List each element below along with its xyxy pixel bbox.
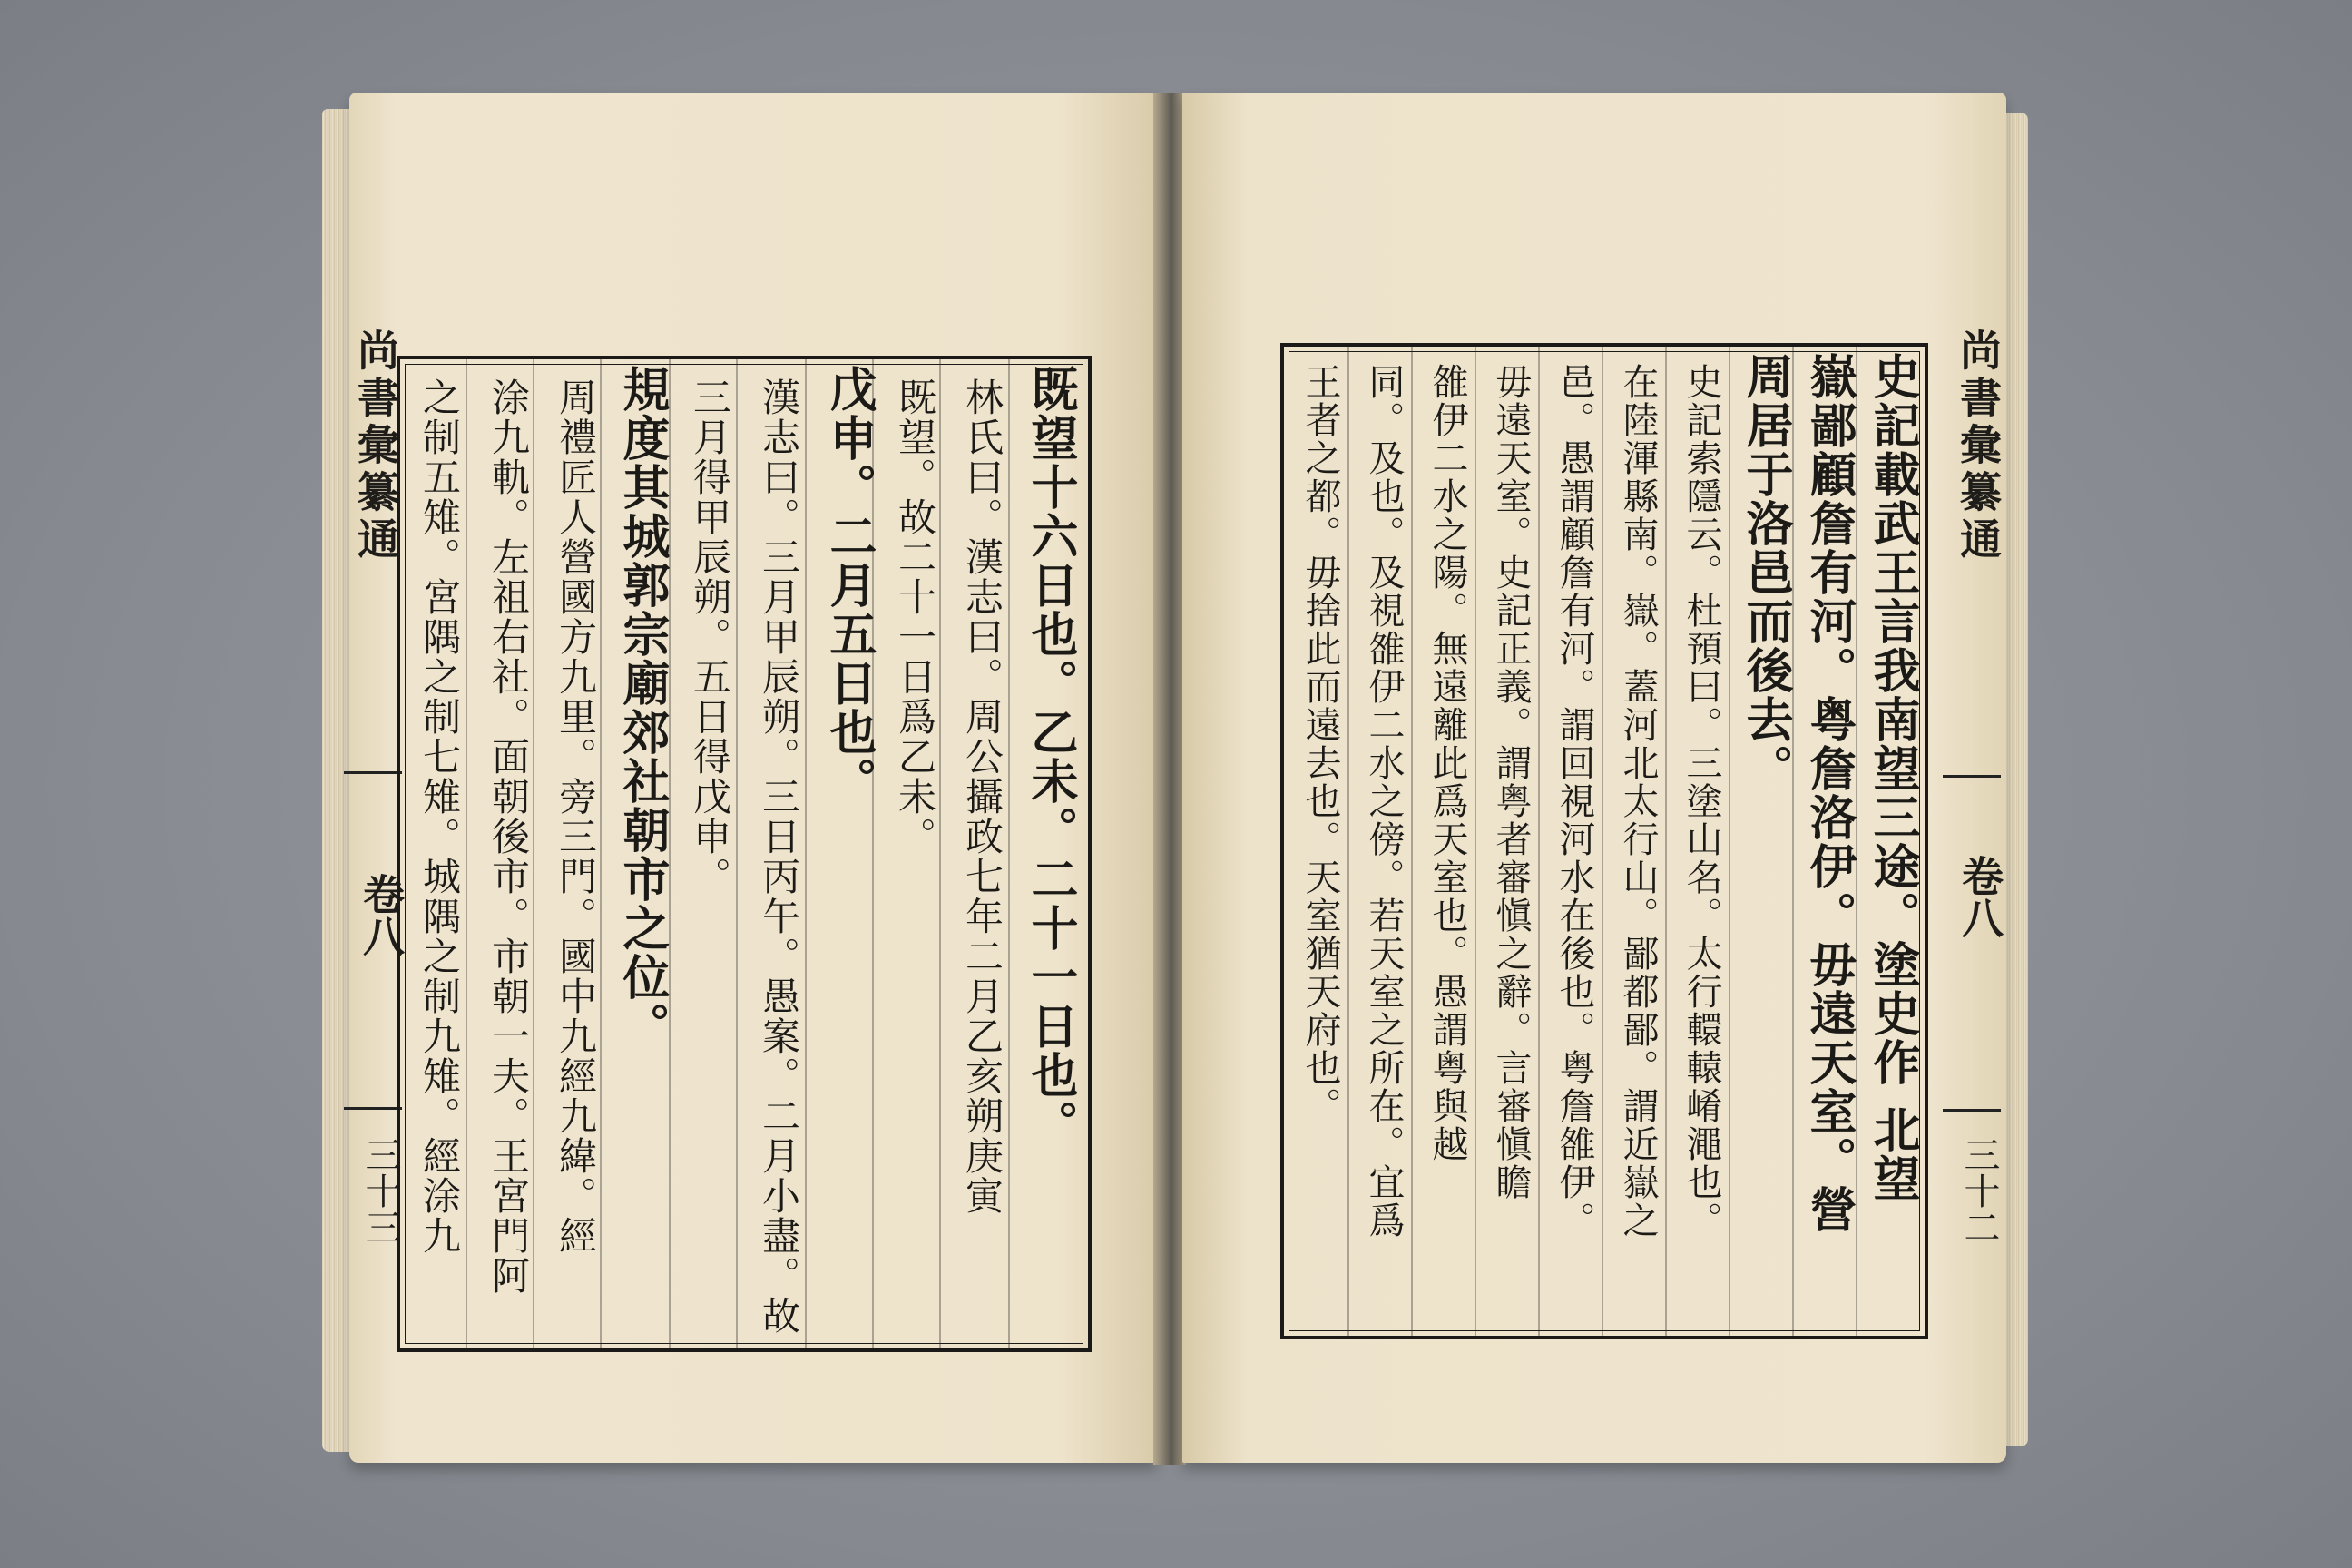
- column-rule: [1348, 347, 1349, 1336]
- column-rule: [1602, 347, 1603, 1336]
- text-column-10: 之制五雉。宮隅之制七雉。城隅之制九雉。經涂九: [417, 377, 462, 1256]
- text-column-5: 在陸渾縣南。嶽。蓋河北太行山。鄙都鄙。謂近嶽之: [1617, 363, 1659, 1240]
- column-rule: [939, 359, 941, 1348]
- right-page: [1182, 93, 2006, 1463]
- right-margin-title: 尚書彙纂通: [1954, 328, 2003, 564]
- text-column-10: 王者之都。毋捨此而遠去也。天室猶天府也。: [1299, 363, 1341, 1125]
- text-column-1: 史記載武王言我南望三途。塗史作 北望: [1865, 352, 1920, 1204]
- fishtail-mark: [1943, 1109, 2001, 1112]
- text-column-3: 既望。故二十一日爲乙未。: [893, 377, 937, 857]
- text-column-1: 既望十六日也。乙未。二十一日也。: [1023, 365, 1078, 1149]
- text-column-7: 毋遠天室。史記正義。謂粤者審愼之辭。言審愼瞻: [1490, 363, 1532, 1201]
- left-margin-title: 尚書彙纂通: [351, 328, 400, 564]
- column-rule: [1538, 347, 1540, 1336]
- right-margin-volume: 卷八: [1955, 855, 2004, 938]
- text-column-5: 漢志曰。三月甲辰朔。三日丙午。愚案。二月小盡。故: [757, 377, 801, 1336]
- text-column-9: 同。及也。及視雒伊二水之傍。若天室之所在。宜爲: [1363, 363, 1405, 1240]
- column-rule: [736, 359, 738, 1348]
- text-column-8: 雒伊二水之陽。無遠離此爲天室也。愚謂粤與越: [1426, 363, 1468, 1163]
- text-column-6: 邑。愚謂顧詹有河。謂回視河水在後也。粤詹雒伊。: [1553, 363, 1595, 1240]
- text-column-4: 戊申。二月五日也。: [821, 365, 877, 806]
- text-column-2: 林氏曰。漢志曰。周公攝政七年二月乙亥朔庚寅: [960, 377, 1004, 1216]
- left-text-frame: [397, 356, 1092, 1352]
- column-rule: [466, 359, 467, 1348]
- book-gutter: [1153, 93, 1186, 1465]
- right-text-frame: [1280, 343, 1928, 1339]
- text-column-2: 嶽鄙顧詹有河。粤詹洛伊。毋遠天室。營: [1801, 352, 1857, 1234]
- column-rule: [1665, 347, 1667, 1336]
- column-rule: [1475, 347, 1476, 1336]
- fishtail-mark: [344, 771, 402, 774]
- column-rule: [805, 359, 807, 1348]
- column-rule: [1411, 347, 1413, 1336]
- right-folio-number: 三十二: [1958, 1136, 2000, 1245]
- text-column-3: 周居于洛邑而後去。: [1738, 352, 1793, 793]
- column-rule: [1729, 347, 1730, 1336]
- column-rule: [1008, 359, 1010, 1348]
- left-page: [349, 93, 1157, 1463]
- text-column-9: 涂九軌。左祖右社。面朝後市。市朝一夫。王宮門阿: [486, 377, 531, 1296]
- column-rule: [533, 359, 534, 1348]
- text-column-8: 周禮匠人營國方九里。旁三門。國中九經九緯。經: [554, 377, 598, 1256]
- text-column-7: 規度其城郭宗廟郊社朝市之位。: [614, 365, 670, 1051]
- column-rule: [600, 359, 602, 1348]
- left-margin-volume: 卷八: [357, 873, 406, 956]
- open-book: [322, 93, 2028, 1465]
- text-column-6: 三月得甲辰朔。五日得戊申。: [688, 377, 732, 897]
- fishtail-mark: [1943, 775, 2001, 778]
- text-column-4: 史記索隱云。杜預曰。三塗山名。太行轘轅崤澠也。: [1681, 363, 1722, 1240]
- left-folio-number: 三十三: [359, 1136, 401, 1245]
- fishtail-mark: [344, 1107, 402, 1110]
